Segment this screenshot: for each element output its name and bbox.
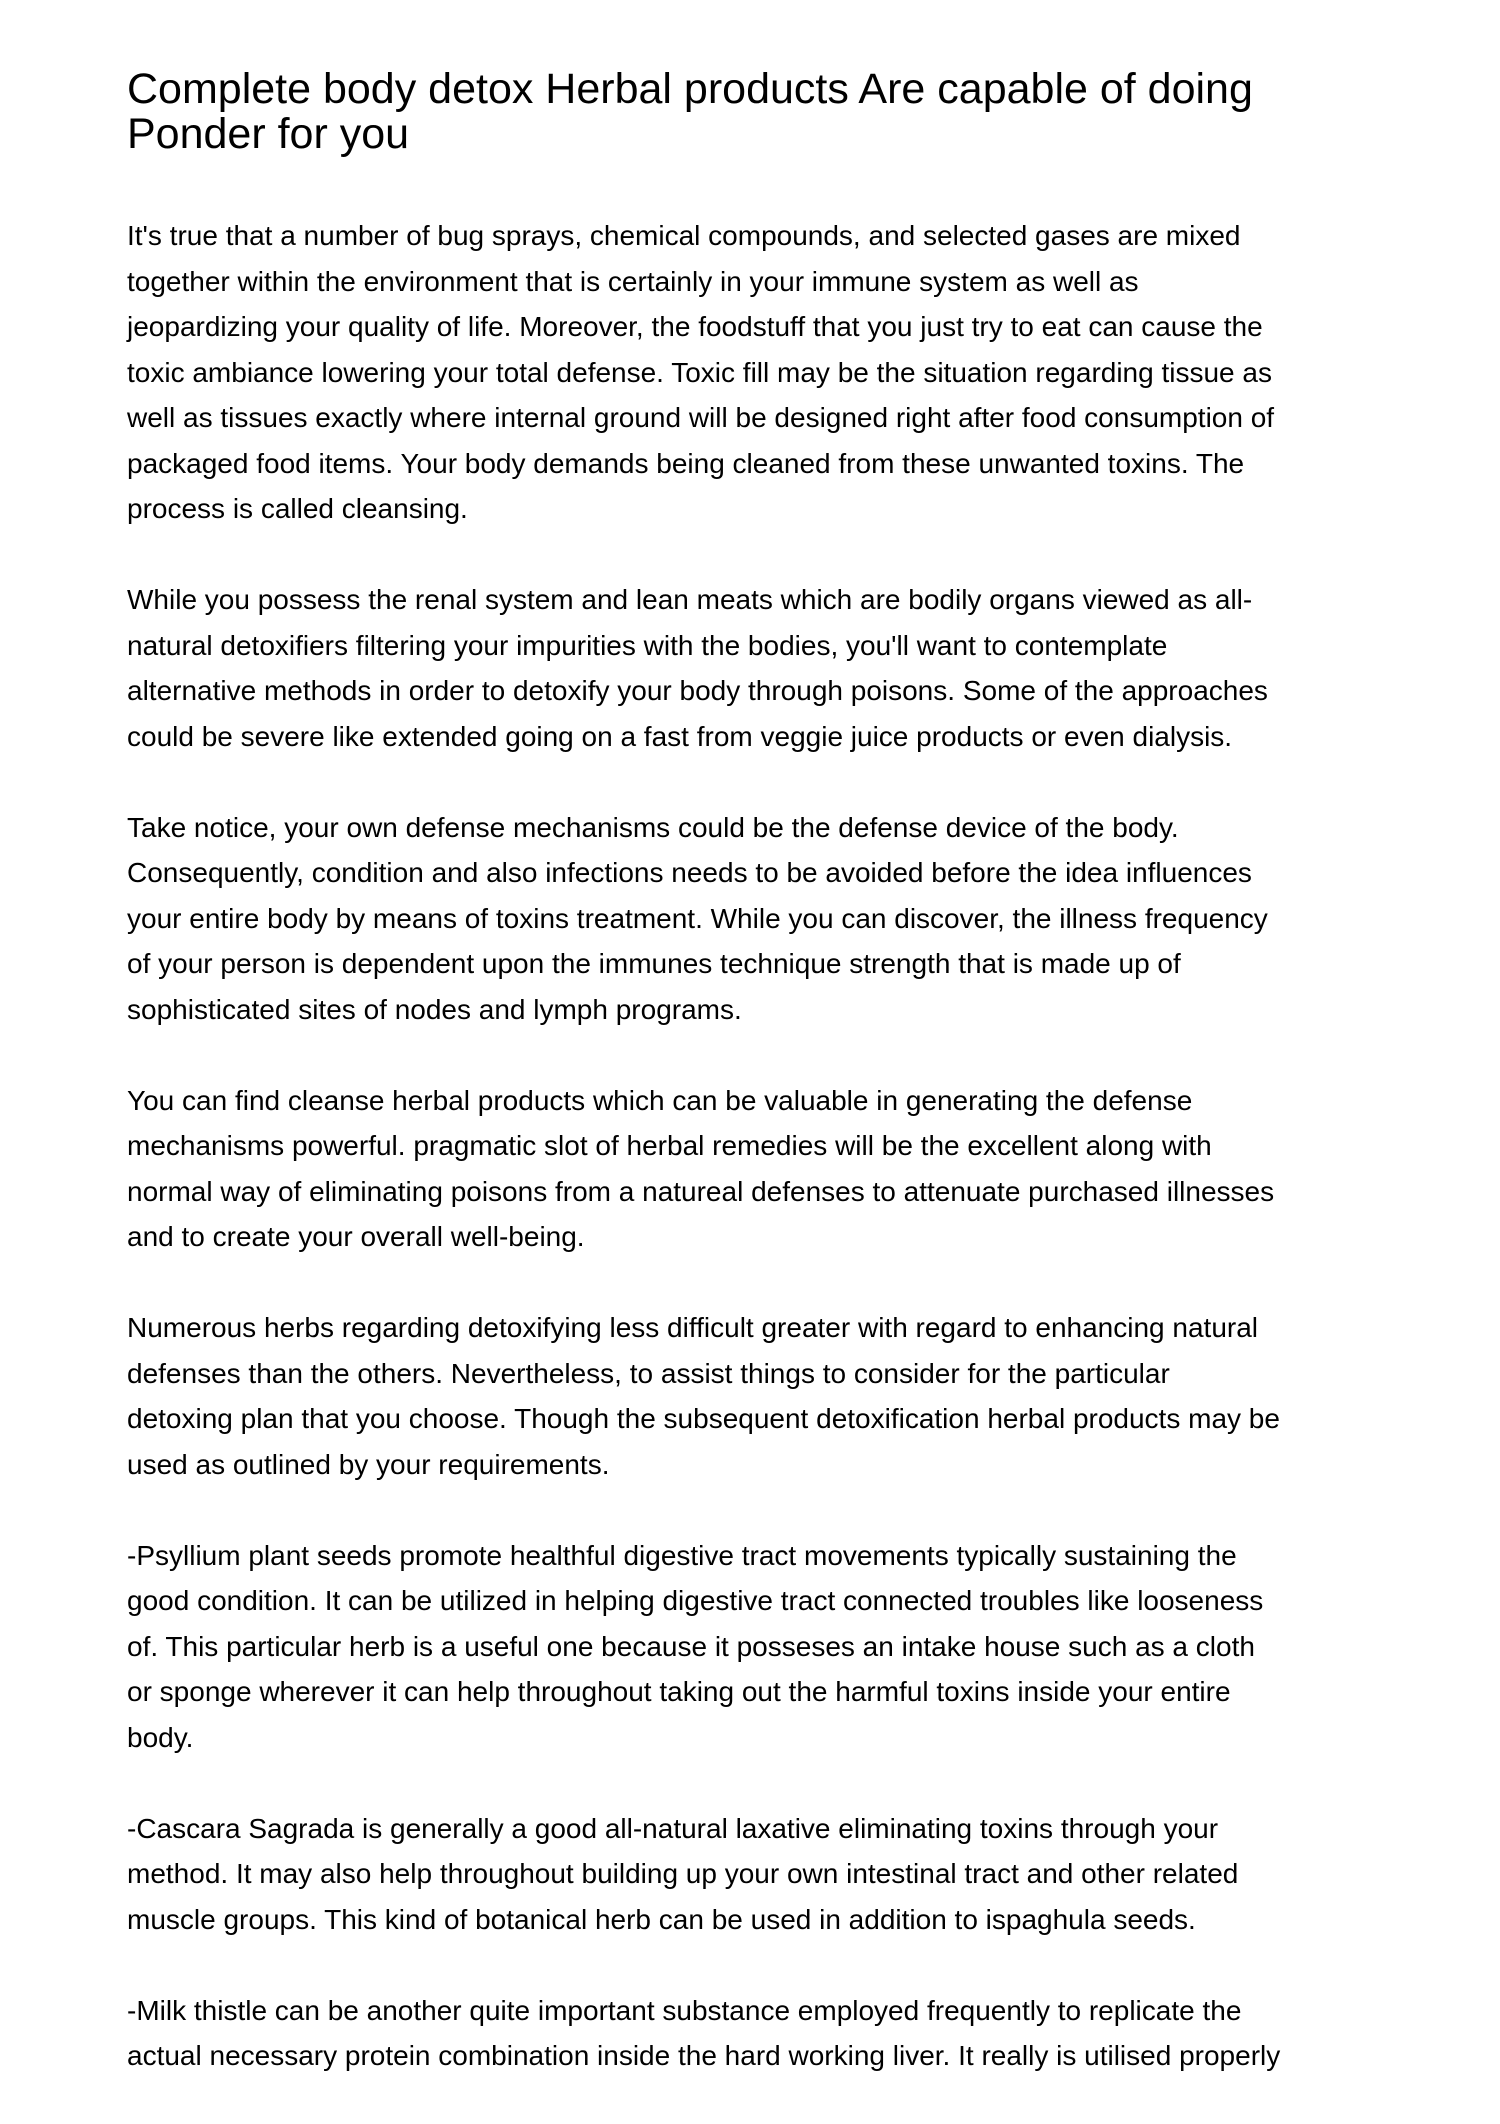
text-line: You can find cleanse herbal products which can be valuable in generating the defense <box>127 1084 1193 1116</box>
text-line: method. It may also help throughout building up your own intestinal tract and other related <box>127 1858 1239 1889</box>
text-line: body. <box>127 1721 194 1753</box>
paragraph-renal-system <box>127 577 1280 759</box>
text-line: of. This particular herb is a useful one because it posseses an intake house such as a cloth <box>127 1630 1255 1662</box>
text-line: could be severe like extended going on a fast from veggie juice products or even dialysis. <box>127 720 1233 752</box>
article-body <box>127 213 1280 2124</box>
text-line: Consequently, condition and also infections needs to be avoided before the idea influences <box>127 857 1252 888</box>
paragraph-cascara-sagrada <box>127 1806 1280 1943</box>
text-line: jeopardizing your quality of life. Moreover, the foodstuff that you just try to eat can cause the <box>127 311 1263 342</box>
paragraph-milk-thistle <box>127 1988 1280 2079</box>
text-line: normal way of eliminating poisons from a natureal defenses to attenuate purchased illnesses <box>127 1175 1275 1207</box>
text-line: actual necessary protein combination inside the hard working liver. It really is utilised properly <box>127 2040 1281 2071</box>
text-line: alternative methods in order to detoxify your body through poisons. Some of the approaches <box>127 675 1268 706</box>
text-line: detoxing plan that you choose. Though the subsequent detoxification herbal products may be <box>127 1403 1280 1434</box>
text-line: -Cascara Sagrada is generally a good all-natural laxative eliminating toxins through your <box>127 1812 1219 1844</box>
paragraph-cleanse-herbal-products <box>127 1078 1280 1260</box>
text-line: natural detoxifiers filtering your impurities with the bodies, you'll want to contemplate <box>127 629 1168 661</box>
paragraph-defense-mechanisms <box>127 805 1280 1033</box>
title-line: Complete body detox Herbal products Are capable of doing <box>127 65 1253 113</box>
text-line: process is called cleansing. <box>127 493 468 524</box>
text-line: muscle groups. This kind of botanical herb can be used in addition to ispaghula seeds. <box>127 1903 1196 1935</box>
text-line: Numerous herbs regarding detoxifying less difficult greater with regard to enhancing natural <box>127 1312 1259 1343</box>
text-line: toxic ambiance lowering your total defense. Toxic fill may be the situation regarding tissue as <box>127 356 1272 388</box>
text-line: mechanisms powerful. pragmatic slot of herbal remedies will be the excellent along with <box>127 1130 1212 1161</box>
text-line: Take notice, your own defense mechanisms could be the defense device of the body. <box>127 811 1179 843</box>
text-line: used as outlined by your requirements. <box>127 1448 610 1480</box>
text-line: and to create your overall well-being. <box>127 1221 585 1252</box>
text-line: defenses than the others. Nevertheless, to assist things to consider for the particular <box>127 1357 1170 1389</box>
text-line: While you possess the renal system and lean meats which are bodily organs viewed as all- <box>127 584 1253 615</box>
paragraph-intro <box>127 213 1280 532</box>
page-title <box>127 67 1253 157</box>
text-line: together within the environment that is certainly in your immune system as well as <box>127 265 1139 297</box>
text-line: -Milk thistle can be another quite important substance employed frequently to replicate the <box>127 1994 1242 2026</box>
paragraph-numerous-herbs <box>127 1305 1280 1487</box>
text-line: -Psyllium plant seeds promote healthful digestive tract movements typically sustaining the <box>127 1539 1237 1571</box>
text-line: of your person is dependent upon the immunes technique strength that is made up of <box>127 948 1181 979</box>
text-line: sophisticated sites of nodes and lymph programs. <box>127 993 742 1025</box>
paragraph-psyllium <box>127 1533 1280 1761</box>
text-line: or sponge wherever it can help throughout taking out the harmful toxins inside your entire <box>127 1676 1231 1707</box>
title-line: Ponder for you <box>127 110 410 158</box>
text-line: good condition. It can be utilized in helping digestive tract connected troubles like looseness <box>127 1585 1264 1616</box>
text-line: packaged food items. Your body demands being cleaned from these unwanted toxins. The <box>127 447 1245 479</box>
text-line: It's true that a number of bug sprays, chemical compounds, and selected gases are mixed <box>127 220 1241 251</box>
text-line: well as tissues exactly where internal ground will be designed right after food consumption of <box>127 402 1275 433</box>
text-line: your entire body by means of toxins treatment. While you can discover, the illness frequency <box>127 902 1268 934</box>
